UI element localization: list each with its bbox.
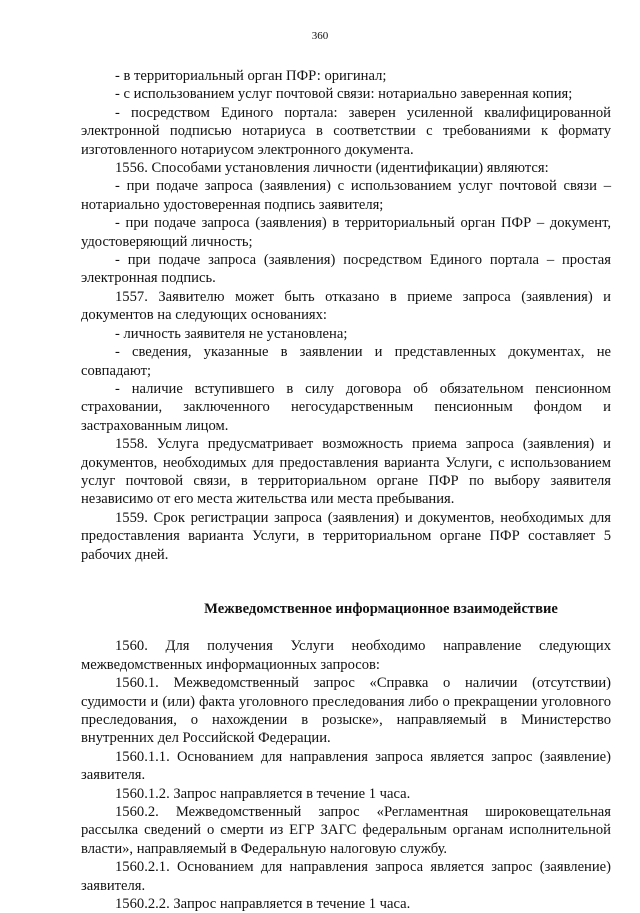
- paragraph: - при подаче запроса (заявления) в территориальный орган ПФР – документ, удостоверяющий личность;: [81, 215, 611, 250]
- paragraph: - при подаче запроса (заявления) с использованием услуг почтовой связи – нотариально удостоверенная подпись заявителя;: [81, 178, 611, 213]
- paragraph: 1560.2.1. Основанием для направления запроса является запрос (заявление) заявителя.: [81, 859, 611, 894]
- paragraph: - личность заявителя не установлена;: [115, 325, 348, 342]
- paragraph: 1556. Способами установления личности (идентификации) являются:: [115, 160, 549, 177]
- paragraph: 1557. Заявителю может быть отказано в приеме запроса (заявления) и документов на следующих основаниях:: [81, 288, 611, 324]
- paragraph: - наличие вступившего в силу договора об обязательном пенсионном страховании, заключенного негосударственным пенсионным фондом и застрахованным лицом.: [81, 380, 611, 434]
- paragraph: 1558. Услуга предусматривает возможность приема запроса (заявления) и документов, необходимых для предоставления варианта Услуги, с использованием услуг почтовой связи, в территориальном органе ПФР по выбору заявителя независимо от его места жительства или места пребывания.: [81, 436, 611, 508]
- paragraph: 1560.2.2. Запрос направляется в течение 1 часа.: [115, 896, 411, 913]
- paragraph: - в территориальный орган ПФР: оригинал;: [115, 68, 387, 84]
- section-heading: Межведомственное информационное взаимодействие: [204, 600, 558, 617]
- paragraph: - посредством Единого портала: заверен усиленной квалифицированной электронной подписью нотариуса в соответствии с требованиями к формату изготовленного нотариусом электронного документа.: [81, 104, 611, 158]
- document-body: [81, 67, 611, 913]
- paragraph: - сведения, указанные в заявлении и представленных документах, не совпадают;: [81, 344, 611, 379]
- paragraph: 1560.1. Межведомственный запрос «Справка о наличии (отсутствии) судимости и (или) факта уголовного преследования либо о прекращении уголовного преследования, о нахождении в розыске», направляемый в Министерство внутренних дел Российской Федерации.: [81, 675, 611, 747]
- page-number: 360: [311, 30, 329, 42]
- paragraph: 1560.1.1. Основанием для направления запроса является запрос (заявление) заявителя.: [81, 748, 611, 784]
- paragraph: - при подаче запроса (заявления) посредством Единого портала – простая электронная подпись.: [81, 252, 611, 287]
- paragraph: 1560.1.2. Запрос направляется в течение 1 часа.: [115, 785, 411, 802]
- paragraph: 1560.2. Межведомственный запрос «Регламентная широковещательная рассылка сведений о смерти из ЕГР ЗАГС федеральным органам исполнительной власти», направляемый в Федеральную налоговую службу.: [81, 804, 611, 857]
- paragraph: - с использованием услуг почтовой связи: нотариально заверенная копия;: [115, 86, 573, 103]
- paragraph: 1560. Для получения Услуги необходимо направление следующих межведомственных информационных запросов:: [81, 638, 611, 673]
- paragraph: 1559. Срок регистрации запроса (заявления) и документов, необходимых для предоставления варианта Услуги, в территориальном органе ПФР составляет 5 рабочих дней.: [81, 509, 611, 563]
